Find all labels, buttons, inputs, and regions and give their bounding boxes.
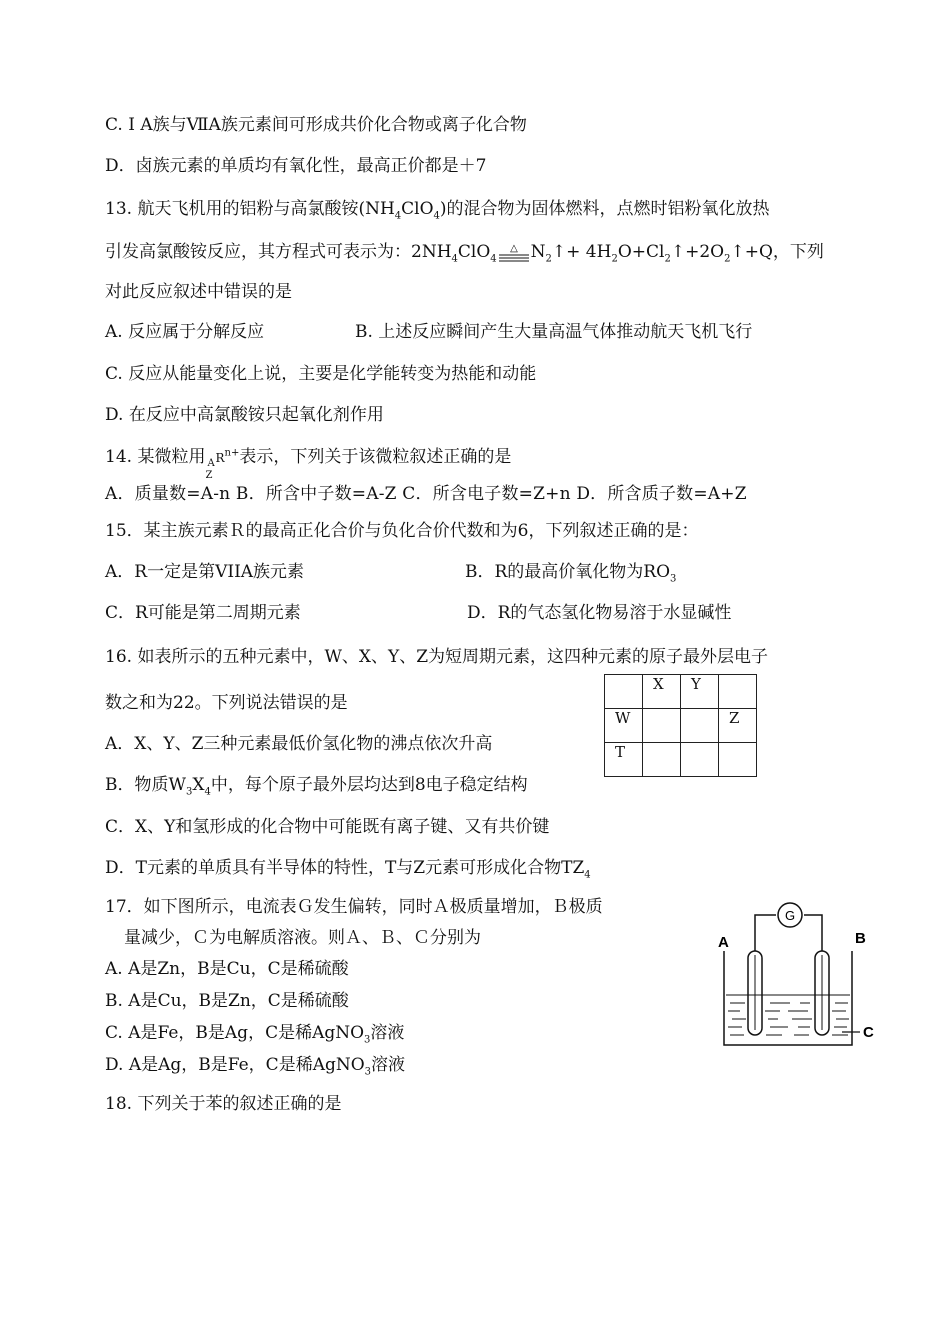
table-cell — [643, 743, 681, 777]
q17-stem-line1: 17．如下图所示，电流表Ｇ发生偏转，同时Ａ极质量增加，Ｂ极质 — [105, 897, 603, 917]
q13-stem-line2: 引发高氯酸铵反应，其方程式可表示为：$2NH_4ClO_4$ △ $N_2↑+$ $4H_2O+Cl_2↑+2O_2↑+Q$，下列 — [105, 242, 824, 265]
q17-stem-line2: 量减少，Ｃ为电解质溶液。则Ａ、Ｂ、Ｃ分别为 — [124, 928, 481, 948]
q13-option-c: C. 反应从能量变化上说，主要是化学能转变为热能和动能 — [105, 364, 537, 384]
q13-stem-line1: 13. 航天飞机用的铝粉与高氯酸铵$(NH_4ClO_4)$的混合物为固体燃料，点燃时铝粉氧化放热 — [105, 199, 770, 222]
q16-option-a: A．X、Y、Z三种元素最低价氢化物的沸点依次升高 — [105, 734, 493, 754]
table-cell: W — [605, 709, 643, 743]
q17-option-b: B. A是Cu，B是Zn，C是稀硫酸 — [105, 991, 349, 1011]
table-cell: Y — [681, 675, 719, 709]
table-cell — [719, 675, 757, 709]
q17-option-d: D. A是Ag，B是Fe，C是稀AgNO$_3$溶液 — [105, 1055, 406, 1078]
table-cell: T — [605, 743, 643, 777]
periodic-element-table — [604, 674, 757, 777]
label-c: C — [863, 1024, 874, 1041]
table-cell — [643, 709, 681, 743]
q13-option-b: B. 上述反应瞬间产生大量高温气体推动航天飞机飞行 — [355, 322, 753, 342]
q16-stem-line1: 16. 如表所示的五种元素中，W、X、Y、Z为短周期元素，这四种元素的原子最外层电子 — [105, 647, 769, 667]
table-cell — [681, 743, 719, 777]
q15-option-a: A．R一定是第VIIA族元素 — [105, 562, 305, 582]
q15-option-c: C．R可能是第二周期元素 — [105, 603, 301, 623]
q17-option-c: C. A是Fe，B是Ag，C是稀AgNO$_3$溶液 — [105, 1023, 405, 1046]
label-b: B — [855, 930, 866, 947]
q15-option-d: D．R的气态氢化物易溶于水显碱性 — [467, 603, 732, 623]
galvanic-cell-diagram — [710, 895, 880, 1055]
q13-stem-line3: 对此反应叙述中错误的是 — [105, 282, 292, 302]
q15-stem: 15．某主族元素Ｒ的最高正化合价与负化合价代数和为6，下列叙述正确的是： — [105, 521, 699, 541]
galvanometer-label: G — [784, 908, 796, 923]
table-row — [605, 675, 757, 709]
table-cell — [605, 675, 643, 709]
label-a: A — [718, 934, 729, 951]
q13-option-a: A. 反应属于分解反应 — [105, 322, 265, 342]
electrolyte-solution — [726, 995, 850, 1035]
heating-equation-arrow — [497, 242, 531, 264]
table-cell — [719, 743, 757, 777]
table-cell — [681, 709, 719, 743]
q16-option-c: C．X、Y和氢形成的化合物中可能既有离子键、又有共价键 — [105, 817, 550, 837]
q16-option-b: B．物质$W_3X_4$中，每个原子最外层均达到8电子稳定结构 — [105, 775, 528, 798]
q13-option-d: D. 在反应中高氯酸铵只起氧化剂作用 — [105, 405, 384, 425]
q14-options: A．质量数=A-n B．所含中子数=A-Z C．所含电子数=Z+n D．所含质子数=A+Z — [105, 484, 747, 504]
q12-option-c: C. Ⅰ A族与ⅦA族元素间可形成共价化合物或离子化合物 — [105, 115, 527, 135]
q17-option-a: A. A是Zn，B是Cu，C是稀硫酸 — [105, 959, 349, 979]
table-cell: Z — [719, 709, 757, 743]
svg-text:△: △ — [509, 242, 518, 254]
q18-stem: 18. 下列关于苯的叙述正确的是 — [105, 1094, 342, 1114]
q15-option-b: B．R的最高价氧化物为$RO_3$ — [465, 562, 677, 585]
beaker — [724, 951, 852, 1045]
q12-option-d: D．卤族元素的单质均有氧化性，最高正价都是＋7 — [105, 156, 487, 176]
q16-option-d: D．T元素的单质具有半导体的特性，T与Z元素可形成化合物$TZ_4$ — [105, 858, 591, 881]
q16-stem-line2: 数之和为22。下列说法错误的是 — [105, 693, 348, 713]
q14-stem: 14. 某微粒用 Z A $R^{n+}$表示，下列关于该微粒叙述正确的是 — [105, 447, 512, 481]
table-cell: X — [643, 675, 681, 709]
table-row — [605, 743, 757, 777]
table-row — [605, 709, 757, 743]
